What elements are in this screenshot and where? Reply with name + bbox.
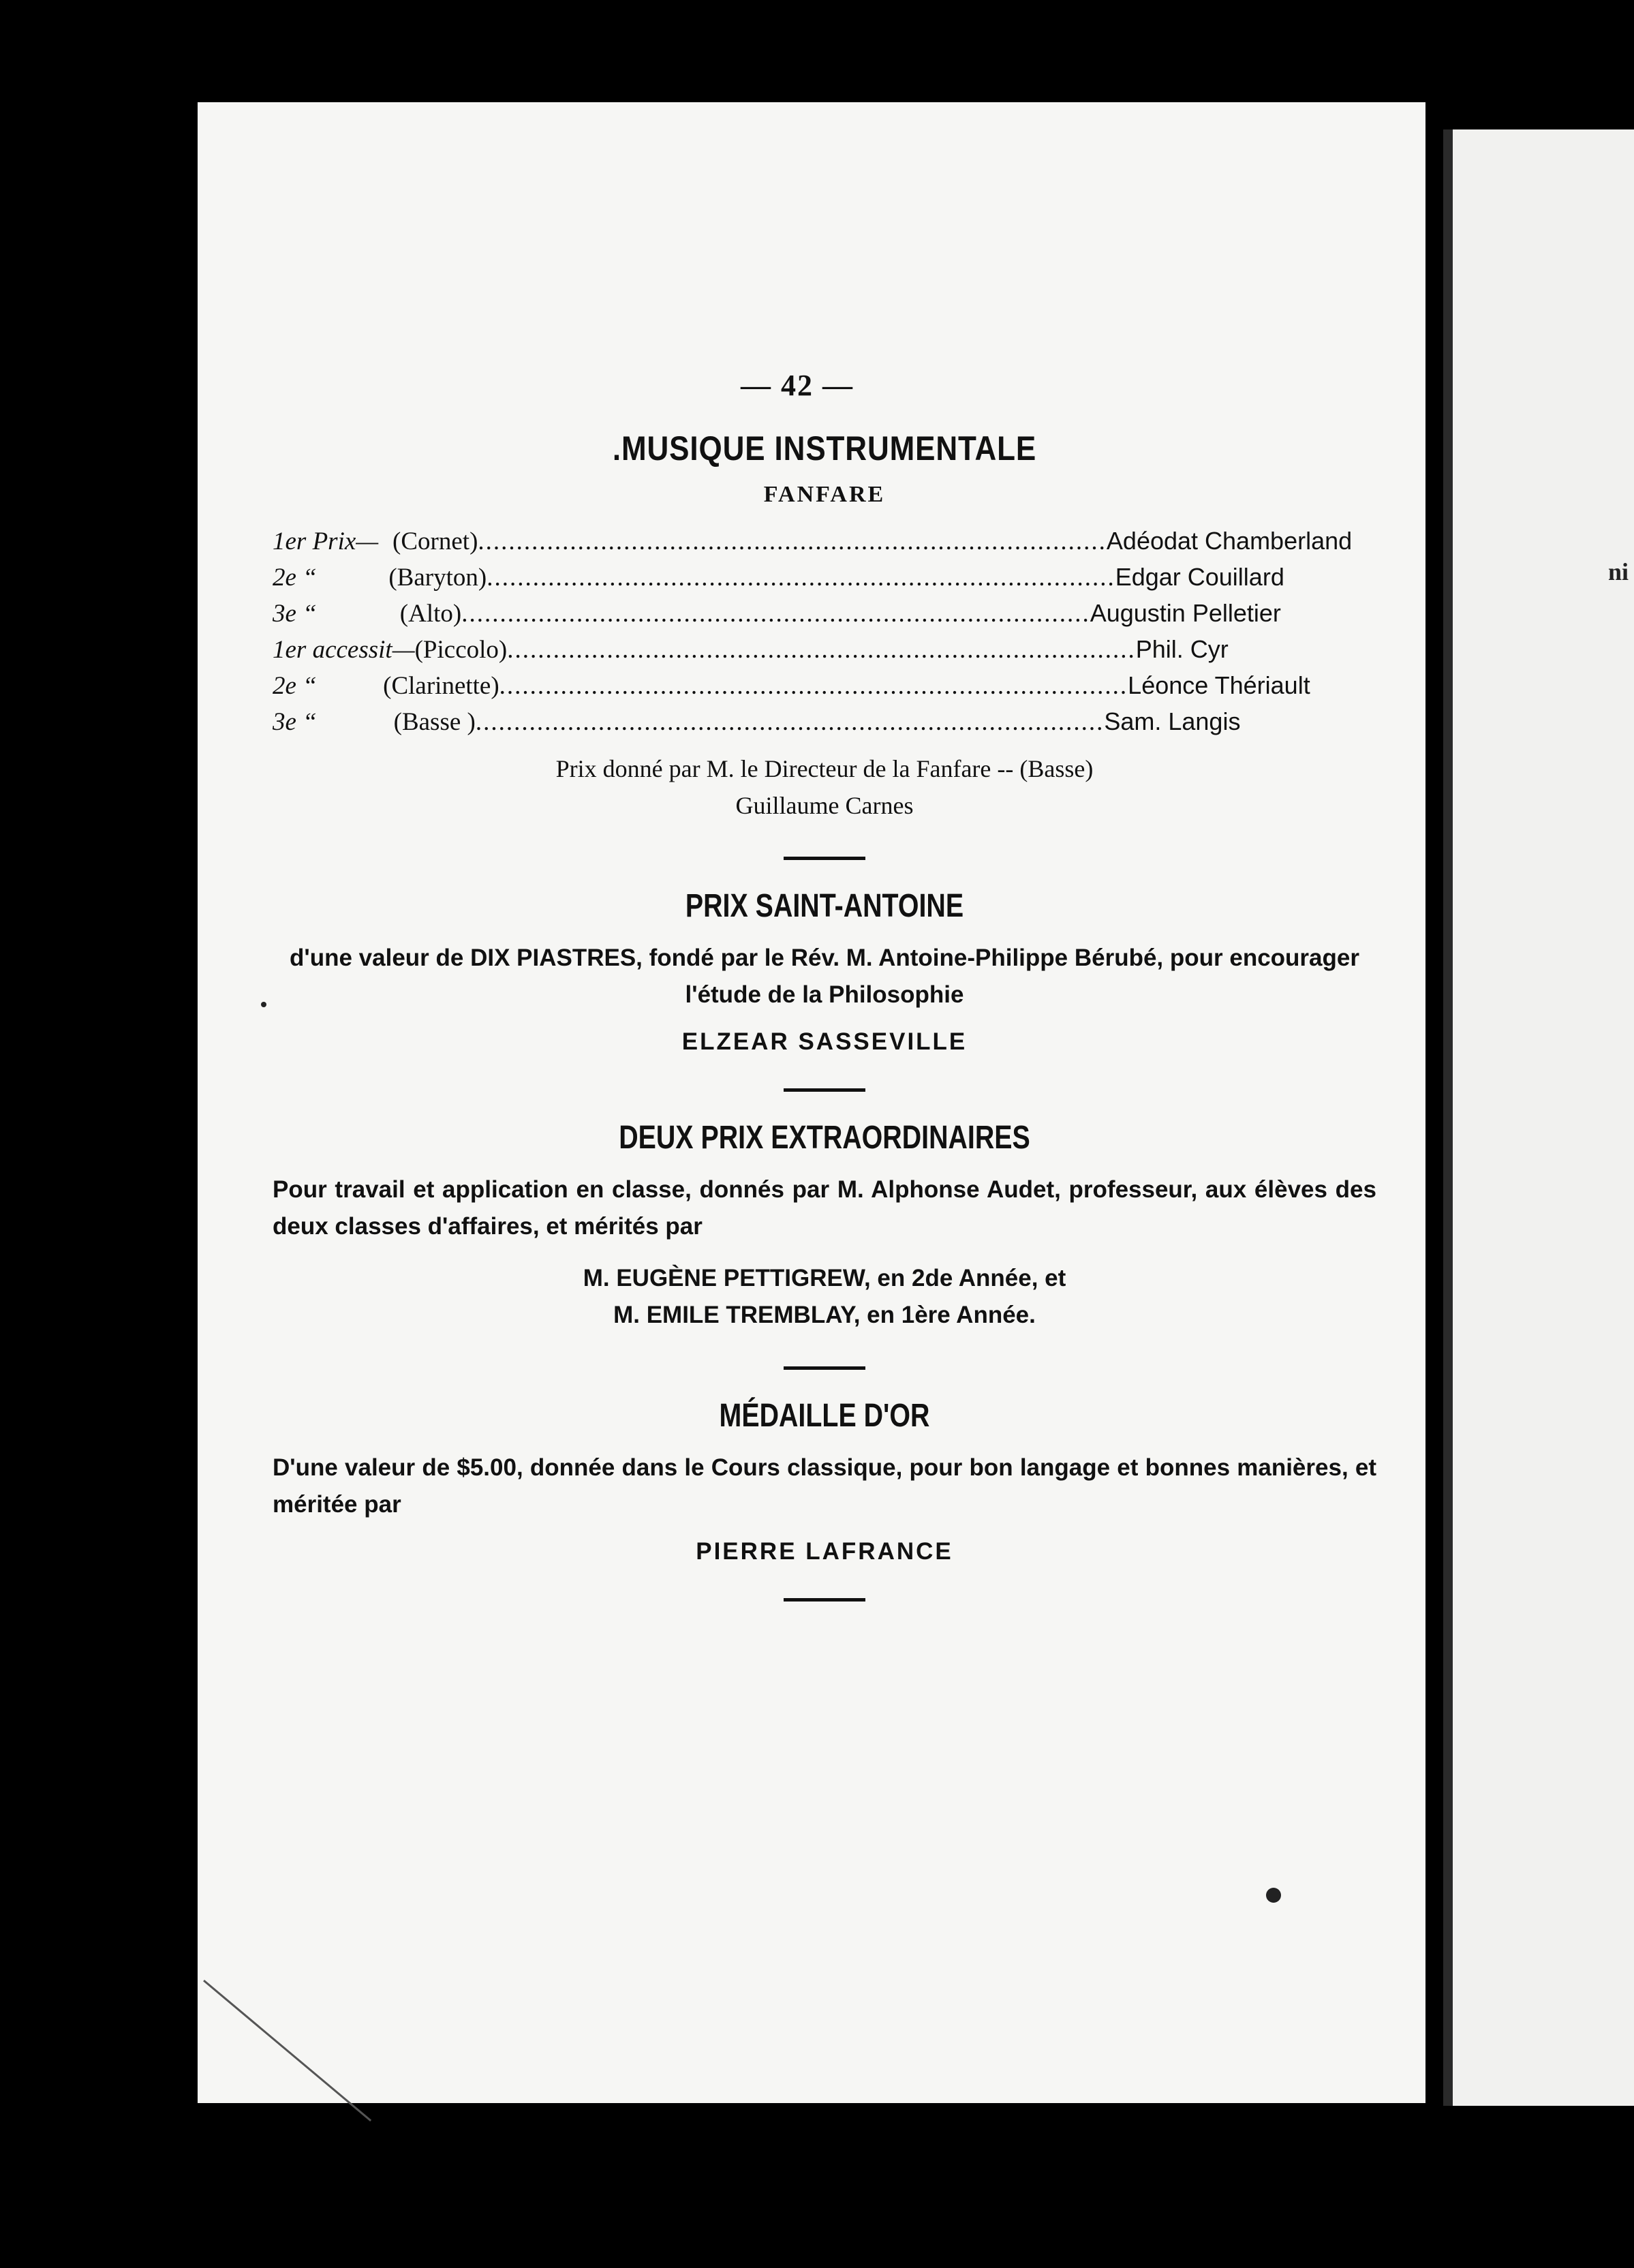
adjacent-page-text: ni xyxy=(1608,558,1629,585)
prize-instrument: (Basse ) xyxy=(393,708,476,736)
winner-line: M. EUGÈNE PETTIGREW, en 2de Année, et xyxy=(583,1265,1066,1291)
section-text-extraordinaires: Pour travail et application en classe, donnés par M. Alphonse Audet, professeur, aux élèves des deux classes d'affaires, et mérités par xyxy=(273,1176,1376,1240)
leader-dots: .................................................................................. xyxy=(499,672,1128,700)
director-prize-line: Prix donné par M. le Directeur de la Fanfare -- (Basse) xyxy=(555,755,1094,782)
ink-spot xyxy=(1266,1888,1281,1903)
section-title-medaille: MÉDAILLE D'OR xyxy=(719,1398,930,1434)
prize-row xyxy=(273,635,1376,671)
prize-row xyxy=(273,671,1376,707)
page-content xyxy=(273,368,1376,1629)
leader-dots: .................................................................................. xyxy=(478,527,1107,555)
prize-winner: Edgar Couillard xyxy=(1115,563,1284,591)
prize-rank: 3e “ xyxy=(273,600,317,628)
prize-rank-text: 1er accessit— xyxy=(273,636,415,664)
section-title-musique: .MUSIQUE INSTRUMENTALE xyxy=(612,429,1037,468)
prize-row xyxy=(273,563,1376,599)
section-title-saint-antoine: PRIX SAINT-ANTOINE xyxy=(685,888,964,924)
leader-dots: .................................................................................. xyxy=(461,600,1090,628)
section-divider xyxy=(784,1366,865,1370)
page-number: — 42 — xyxy=(741,369,854,402)
prize-list xyxy=(273,527,1376,744)
section-divider xyxy=(784,1088,865,1092)
prize-winner: Augustin Pelletier xyxy=(1090,599,1281,627)
director-prize-winner: Guillaume Carnes xyxy=(735,792,914,819)
prize-instrument: (Cornet) xyxy=(392,527,478,555)
prize-instrument: (Clarinette) xyxy=(383,672,499,700)
leader-dots: .................................................................................. xyxy=(475,708,1105,736)
section-divider xyxy=(784,857,865,860)
winner-line: M. EMILE TREMBLAY, en 1ère Année. xyxy=(613,1302,1036,1328)
prize-row xyxy=(273,707,1376,744)
prize-instrument: (Alto) xyxy=(399,600,462,628)
prize-rank: 2e “ xyxy=(273,672,317,700)
section-divider xyxy=(784,1598,865,1602)
leader-dots: .................................................................................. xyxy=(507,636,1136,664)
prize-winner: Adéodat Chamberland xyxy=(1106,527,1353,555)
section-subtitle-fanfare: FANFARE xyxy=(763,482,886,507)
prize-rank: 3e “ xyxy=(273,708,317,736)
prize-row xyxy=(273,527,1376,563)
prize-rank: 1er Prix— xyxy=(273,527,379,555)
prize-instrument: (Baryton) xyxy=(388,564,487,592)
prize-winner: Sam. Langis xyxy=(1104,707,1241,735)
leader-dots: .................................................................................. xyxy=(487,564,1115,592)
section-title-extraordinaires: DEUX PRIX EXTRAORDINAIRES xyxy=(619,1120,1030,1156)
prize-winner: Léonce Thériault xyxy=(1128,671,1310,699)
section-text-saint-antoine: d'une valeur de DIX PIASTRES, fondé par le Rév. M. Antoine-Philippe Bérubé, pour encourager l'étude de la Philosophie xyxy=(290,945,1359,1008)
adjacent-page xyxy=(1443,129,1634,2106)
winner-medaille: PIERRE LAFRANCE xyxy=(696,1538,953,1565)
winner-saint-antoine: ELZEAR SASSEVILLE xyxy=(681,1028,968,1055)
prize-instrument-text: (Piccolo) xyxy=(414,636,508,664)
section-text-medaille: D'une valeur de $5.00, donnée dans le Cours classique, pour bon langage et bonnes manières, et méritée par xyxy=(273,1454,1376,1518)
ink-speck xyxy=(261,1002,266,1007)
director-prize-note xyxy=(273,750,1376,824)
winners-extraordinaires xyxy=(273,1260,1376,1334)
prize-instrument xyxy=(273,635,507,664)
prize-row xyxy=(273,599,1376,635)
prize-rank: 2e “ xyxy=(273,564,317,592)
prize-winner: Phil. Cyr xyxy=(1135,635,1229,663)
